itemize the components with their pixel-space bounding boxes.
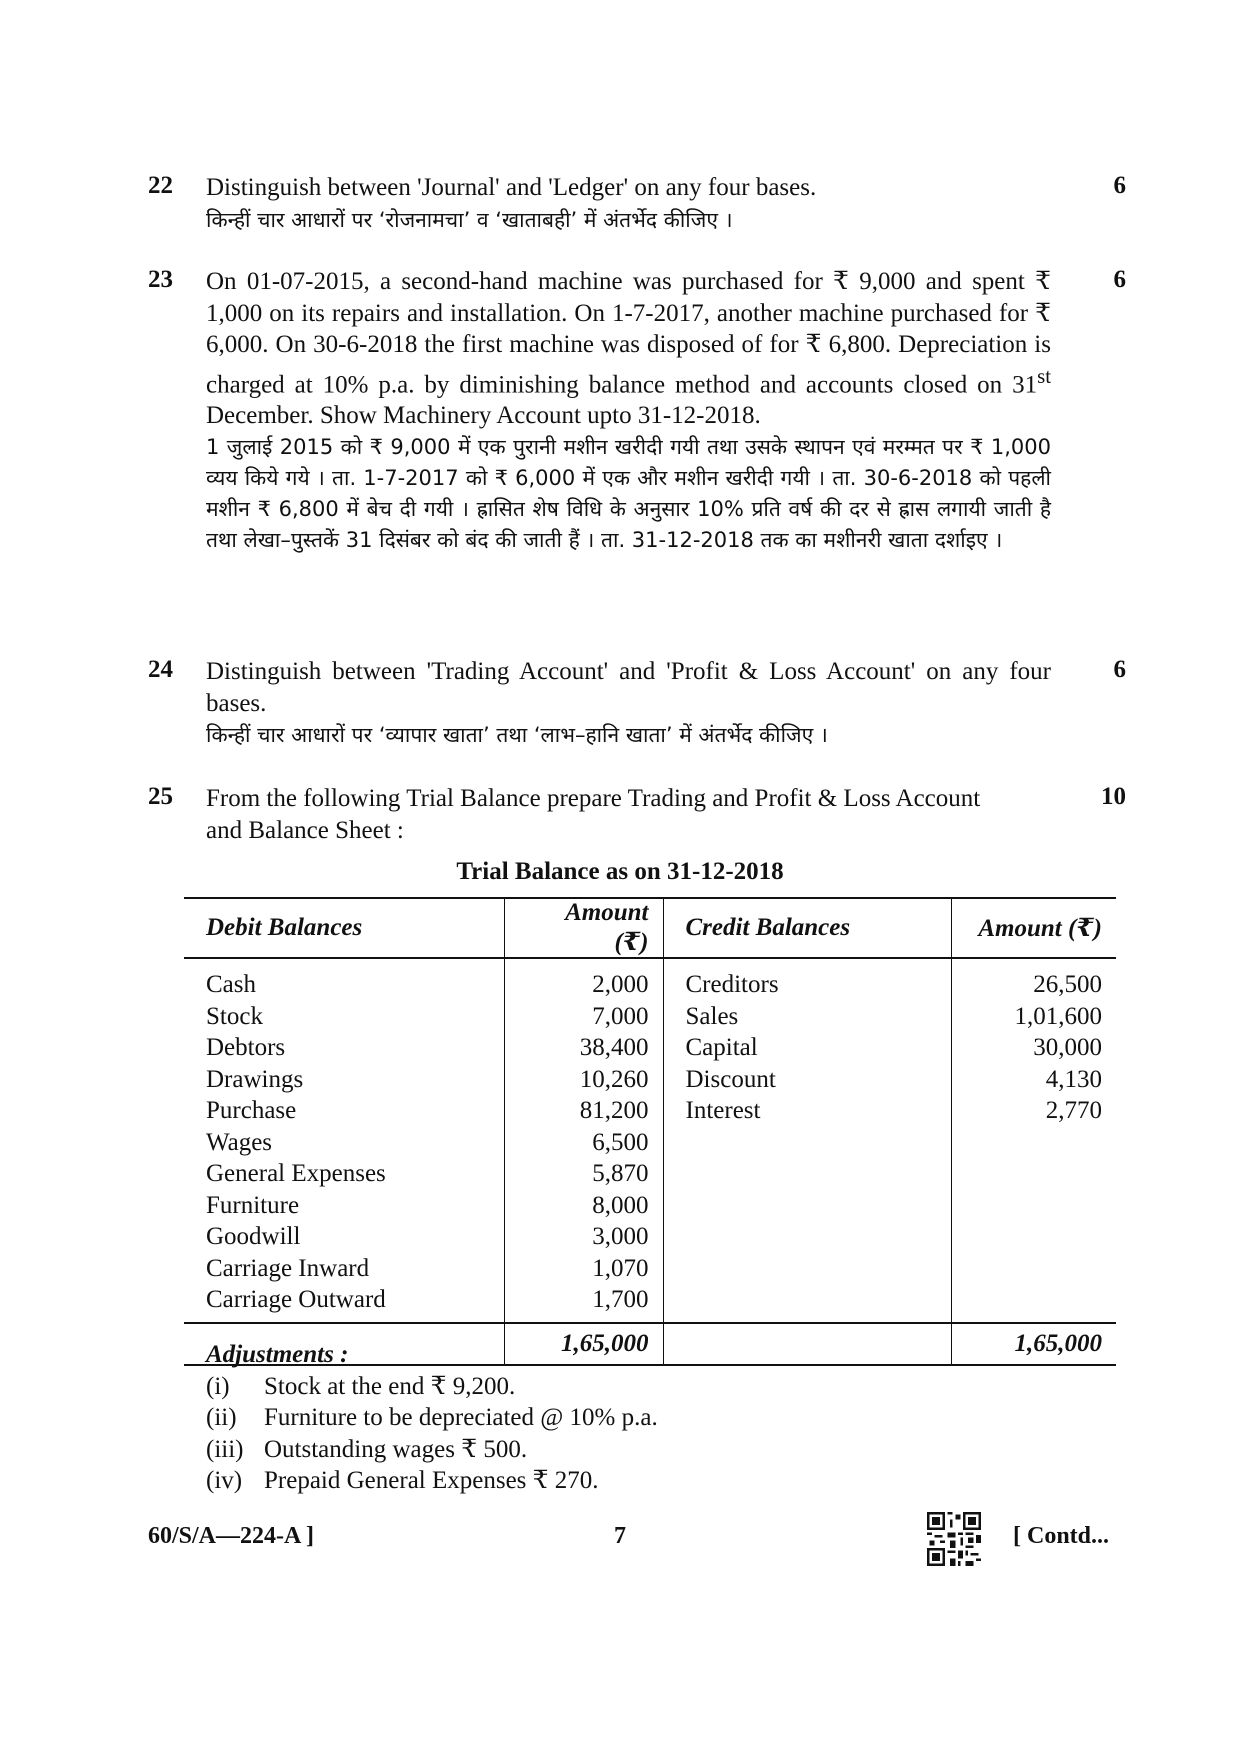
question-marks: 6 <box>1113 172 1126 199</box>
header-debit-balances: Debit Balances <box>184 898 504 958</box>
debit-amount: 38,400 <box>579 1034 649 1061</box>
table-body-row <box>184 958 1116 1323</box>
paper-code: 60/S/A—224-A ] <box>148 1523 315 1549</box>
header-credit-amount: Amount (₹) <box>951 898 1116 958</box>
debit-account-name: Debtors <box>206 1034 286 1061</box>
question-text-english: On 01-07-2015, a second-hand machine was purchased for ₹ 9,000 and spent ₹ 1,000 on its repairs and installation. On 1-7-2017, another machine purchased for ₹ 6,000. On 30-6-2018 the first machine was disposed of for ₹ 6,800. Depreciation is charged at 10% p.a. by diminishing balance method and accounts closed on 31st December. Show Machinery Account upto 31-12-2018. <box>206 268 1051 430</box>
adjustment-item: (iii) Outstanding wages ₹ 500. <box>206 1435 528 1463</box>
question-text-hindi: 1 जुलाई 2015 को ₹ 9,000 में एक पुरानी मशीन खरीदी गयी तथा उसके स्थापन एवं मरम्मत पर ₹ 1,000 व्यय किये गये । ता. 1-7-2017 को ₹ 6,000 में एक और मशीन खरीदी गयी । ता. 30-6-2018 को पहली मशीन ₹ 6,800 में बेच दी गयी । ह्रासित शेष विधि के अनुसार 10% प्रति वर्ष की दर से ह्रास लगायी जाती है तथा लेखा–पुस्तकें 31 दिसंबर को बंद की जाती हैं । ता. 31-12-2018 तक का मशीनरी खाता दर्शाइए । <box>206 434 1051 552</box>
credit-amount: 30,000 <box>1033 1034 1102 1061</box>
adjustment-item: (iv) Prepaid General Expenses ₹ 270. <box>206 1467 599 1494</box>
credit-amount: 4,130 <box>1045 1065 1102 1093</box>
continued-label: [ Contd... <box>1013 1523 1110 1549</box>
question-22 <box>148 172 1126 237</box>
adjustments <box>206 1339 658 1497</box>
question-25 <box>148 783 1126 846</box>
question-23 <box>148 266 1126 556</box>
debit-amount: 6,500 <box>592 1128 649 1156</box>
debit-account-name: Carriage Inward <box>206 1254 370 1282</box>
debit-account-name: General Expenses <box>206 1160 386 1187</box>
question-number: 23 <box>148 266 173 293</box>
trial-balance-title: Trial Balance as on 31-12-2018 <box>456 858 784 885</box>
debit-amount: 5,870 <box>592 1160 649 1187</box>
page-number: 7 <box>614 1523 626 1549</box>
adjustments-heading: Adjustments : <box>206 1341 349 1368</box>
credit-amount: 2,770 <box>1045 1097 1102 1124</box>
credit-amount: 1,01,600 <box>1014 1002 1102 1030</box>
debit-amount: 2,000 <box>592 971 649 998</box>
question-marks: 6 <box>1113 656 1126 683</box>
credit-account-name: Capital <box>685 1034 758 1061</box>
adjustment-item: (ii) Furniture to be depreciated @ 10% p.a. <box>206 1404 658 1431</box>
credit-account-name: Interest <box>685 1097 761 1124</box>
debit-amount: 8,000 <box>592 1191 649 1219</box>
question-text-english: Distinguish between 'Journal' and 'Ledger' on any four bases. <box>206 174 817 201</box>
question-number: 22 <box>148 172 173 199</box>
question-text-english: Distinguish between 'Trading Account' and 'Profit & Loss Account' on any four bases. <box>206 658 1051 717</box>
superscript-st: st <box>1037 363 1051 388</box>
debit-amount: 3,000 <box>592 1223 649 1250</box>
credit-names-column <box>663 958 951 1323</box>
question-24 <box>148 656 1126 752</box>
credit-total: 1,65,000 <box>951 1323 1116 1365</box>
header-credit-balances: Credit Balances <box>663 898 951 958</box>
credit-account-name: Sales <box>685 1002 739 1030</box>
question-marks: 6 <box>1113 266 1126 293</box>
debit-names-column <box>184 958 504 1323</box>
debit-amount: 81,200 <box>579 1097 649 1124</box>
debit-amount: 1,070 <box>592 1254 649 1282</box>
question-number: 24 <box>148 656 173 683</box>
question-number: 25 <box>148 783 173 810</box>
qr-code-icon <box>927 1512 981 1566</box>
credit-account-name: Discount <box>685 1065 776 1093</box>
question-text-hindi: किन्हीं चार आधारों पर ‘रोजनामचा’ व ‘खाताबही’ में अंतर्भेद कीजिए । <box>206 207 733 232</box>
credit-account-name: Creditors <box>685 971 779 998</box>
debit-account-name: Furniture <box>206 1191 300 1219</box>
table-header-row <box>184 898 1116 958</box>
debit-account-name: Cash <box>206 971 256 998</box>
question-text-hindi: किन्हीं चार आधारों पर ‘व्यापार खाता’ तथा ‘लाभ–हानि खाता’ में अंतर्भेद कीजिए । <box>206 723 828 747</box>
question-marks: 10 <box>1101 783 1126 810</box>
credit-amounts-column <box>951 958 1116 1323</box>
debit-total: 1,65,000 <box>504 1323 663 1365</box>
debit-amount: 10,260 <box>579 1065 649 1093</box>
debit-account-name: Goodwill <box>206 1223 301 1250</box>
trial-balance-table <box>184 897 1116 1366</box>
question-text-english: From the following Trial Balance prepare Trading and Profit & Loss Account and Balance Sheet : <box>206 785 981 844</box>
debit-account-name: Stock <box>206 1002 263 1030</box>
debit-account-name: Drawings <box>206 1065 304 1093</box>
header-debit-amount: Amount (₹) <box>504 898 663 958</box>
debit-amount: 1,700 <box>592 1286 649 1313</box>
debit-amounts-column <box>504 958 663 1323</box>
adjustment-item: (i) Stock at the end ₹ 9,200. <box>206 1372 516 1400</box>
credit-amount: 26,500 <box>1033 971 1102 998</box>
debit-account-name: Wages <box>206 1128 273 1156</box>
debit-account-name: Purchase <box>206 1097 297 1124</box>
debit-amount: 7,000 <box>592 1002 649 1030</box>
debit-account-name: Carriage Outward <box>206 1286 386 1313</box>
